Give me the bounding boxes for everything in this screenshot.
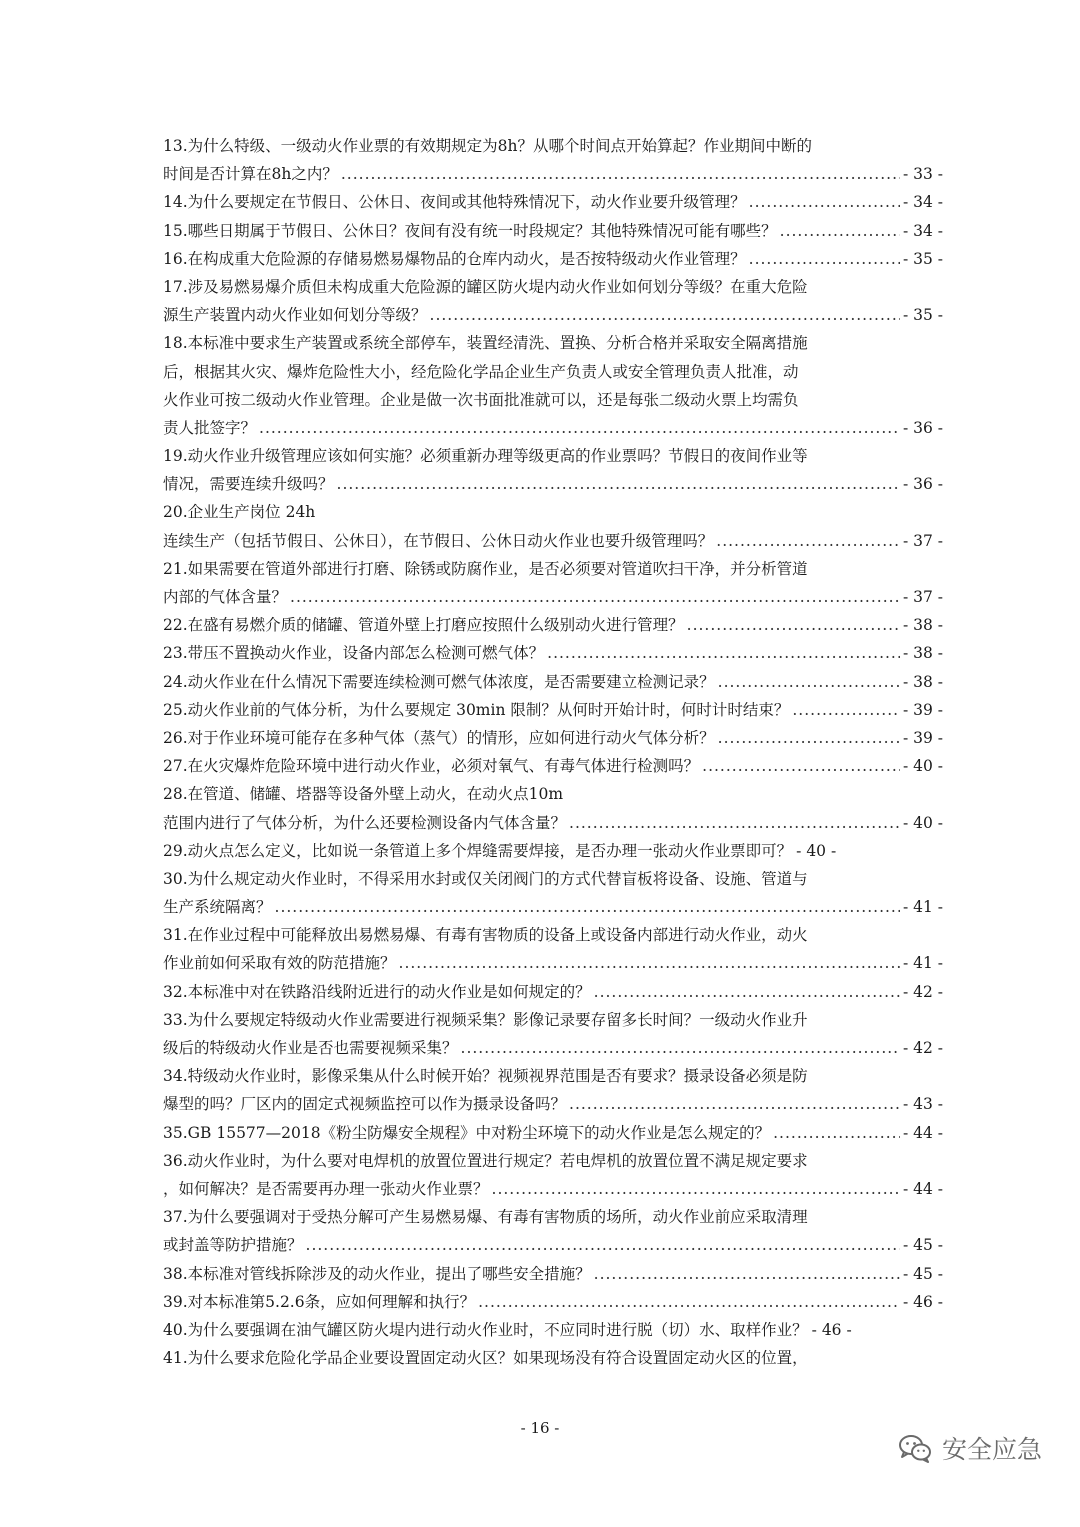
toc-line	[163, 696, 943, 724]
toc-entry	[163, 978, 943, 1006]
dot-leader	[716, 527, 900, 555]
toc-entry	[163, 273, 943, 329]
toc-entry	[163, 1260, 943, 1288]
dot-leader	[478, 1288, 900, 1316]
toc-line-text: 情况，需要连续升级吗？	[163, 475, 334, 494]
toc-page-number: - 37 -	[902, 531, 943, 550]
toc-page-number: - 35 -	[902, 249, 943, 268]
toc-page-number: - 38 -	[902, 672, 943, 691]
toc-line	[163, 1006, 943, 1034]
toc-entry	[163, 498, 943, 554]
toc-line-text: 23.带压不置换动火作业，设备内部怎么检测可燃气体？	[163, 644, 545, 663]
dot-leader	[569, 1090, 900, 1118]
toc-line-text: 17.涉及易燃易爆介质但未构成重大危险源的罐区防火堤内动火作业如何划分等级？在重大危险	[163, 277, 808, 296]
toc-line-text: 或封盖等防护措施？	[163, 1236, 303, 1255]
toc-page-number: - 38 -	[902, 616, 943, 635]
toc-line-text: 18.本标准中要求生产装置或系统全部停车，装置经清洗、置换、分析合格并采取安全隔离措施	[163, 334, 808, 353]
toc-line	[163, 921, 943, 949]
toc-page-number: - 41 -	[902, 898, 943, 917]
toc-line	[163, 498, 943, 526]
dot-leader	[492, 1175, 900, 1203]
toc-line	[163, 1119, 943, 1147]
toc-line-text: 责人批签字？	[163, 418, 257, 437]
toc-line	[163, 724, 943, 752]
toc-line-text: 26.对于作业环境可能存在多种气体（蒸气）的情形，应如何进行动火气体分析？	[163, 728, 715, 747]
toc-page-number: - 36 -	[902, 418, 943, 437]
dot-leader	[337, 470, 900, 498]
toc-line-text: 35.GB 15577—2018《粉尘防爆安全规程》中对粉尘环境下的动火作业是怎么规定的？	[163, 1123, 771, 1142]
dot-leader	[702, 752, 900, 780]
toc-line	[163, 611, 943, 639]
toc-line	[163, 1288, 943, 1316]
toc-entry	[163, 188, 943, 216]
toc-entry	[163, 1288, 943, 1316]
toc-entry	[163, 329, 943, 442]
toc-line	[163, 301, 943, 329]
toc-line	[163, 893, 943, 921]
watermark-text: 安全应急	[942, 1435, 1043, 1464]
toc-entry	[163, 752, 943, 780]
toc-page-number: - 45 -	[902, 1264, 943, 1283]
toc-entry	[163, 132, 943, 188]
toc-entry	[163, 217, 943, 245]
toc-line-text: 后，根据其火灾、爆炸危险性大小，经危险化学品企业生产负责人或安全管理负责人批准，动	[163, 362, 799, 381]
toc-line	[163, 555, 943, 583]
toc-entry	[163, 245, 943, 273]
toc-line	[163, 414, 943, 442]
toc-line-text: 40.为什么要强调在油气罐区防火堤内进行动火作业时，不应同时进行脱（切）水、取样作业？	[163, 1320, 808, 1339]
dot-leader	[718, 668, 900, 696]
toc-line	[163, 329, 943, 357]
toc-entry	[163, 1344, 943, 1372]
toc-entry	[163, 1203, 943, 1259]
toc-line	[163, 245, 943, 273]
toc-entry	[163, 724, 943, 752]
toc-entry	[163, 1006, 943, 1062]
toc-line	[163, 809, 943, 837]
toc-line-text: 31.在作业过程中可能释放出易燃易爆、有毒有害物质的设备上或设备内部进行动火作业，动火	[163, 926, 808, 945]
toc-page-number: - 45 -	[902, 1236, 943, 1255]
toc-entry	[163, 780, 943, 836]
dot-leader	[780, 217, 900, 245]
toc-line	[163, 1260, 943, 1288]
wechat-icon	[898, 1433, 932, 1463]
toc-line-text: 20.企业生产岗位 24h	[163, 503, 316, 522]
toc-page-number: - 41 -	[902, 954, 943, 973]
toc-entry	[163, 865, 943, 921]
toc-line-text: 级后的特级动火作业是否也需要视频采集？	[163, 1039, 458, 1057]
toc-line	[163, 358, 943, 386]
toc-line-text: 时间是否计算在8h之内？	[163, 165, 338, 184]
toc-line-text: 生产系统隔离？	[163, 898, 272, 917]
toc-page-number: - 43 -	[902, 1095, 943, 1114]
toc-line	[163, 949, 943, 977]
toc-line	[163, 132, 943, 160]
toc-entry	[163, 639, 943, 667]
dot-leader	[290, 583, 900, 611]
toc-page-number: - 33 -	[902, 165, 943, 184]
toc-line	[163, 1034, 943, 1062]
toc-page-number: - 37 -	[902, 588, 943, 606]
toc-line	[163, 527, 943, 555]
dot-leader	[569, 809, 900, 837]
toc-line	[163, 160, 943, 188]
toc-line	[163, 978, 943, 1006]
toc-line	[163, 1203, 943, 1231]
toc-line	[163, 273, 943, 301]
toc-entry	[163, 1316, 943, 1344]
toc-line-text: 15.哪些日期属于节假日、公休日？夜间有没有统一时段规定？其他特殊情况可能有哪些？	[163, 221, 777, 240]
toc-page-number: - 35 -	[902, 306, 943, 325]
toc-line	[163, 668, 943, 696]
dot-leader	[718, 724, 900, 752]
toc-line-text: 源生产装置内动火作业如何划分等级？	[163, 306, 427, 325]
toc-page-number: - 34 -	[902, 221, 943, 240]
toc-page-number: - 46 -	[811, 1320, 852, 1339]
dot-leader	[275, 893, 900, 921]
toc-line	[163, 1147, 943, 1175]
toc-entry	[163, 921, 943, 977]
toc-line-text: 爆型的吗？厂区内的固定式视频监控可以作为摄录设备吗？	[163, 1095, 567, 1114]
toc-line-text: 30.为什么规定动火作业时，不得采用水封或仅关闭阀门的方式代替盲板将设备、设施、管道与	[163, 869, 808, 888]
toc-line-text: 13.为什么特级、一级动火作业票的有效期规定为8h？从哪个时间点开始算起？作业期间中断的	[163, 137, 812, 155]
toc-line	[163, 1090, 943, 1118]
toc-line-text: 火作业可按二级动火作业管理。企业是做一次书面批准就可以，还是每张二级动火票上均需负	[163, 390, 799, 409]
toc-line	[163, 780, 943, 808]
toc-line-text: 38.本标准对管线拆除涉及的动火作业，提出了哪些安全措施？	[163, 1264, 591, 1283]
toc-entry	[163, 696, 943, 724]
toc-entry	[163, 611, 943, 639]
toc-page-number: - 42 -	[902, 982, 943, 1001]
toc-line-text: 22.在盛有易燃介质的储罐、管道外壁上打磨应按照什么级别动火进行管理？	[163, 616, 684, 635]
dot-leader	[547, 639, 900, 667]
dot-leader	[306, 1231, 900, 1259]
toc-page-number: - 42 -	[902, 1039, 943, 1057]
dot-leader	[687, 611, 900, 639]
dot-leader	[792, 696, 900, 724]
dot-leader	[749, 245, 900, 273]
toc-line-text: 14.为什么要规定在节假日、公休日、夜间或其他特殊情况下，动火作业要升级管理？	[163, 193, 746, 212]
toc-line-text: ，如何解决？是否需要再办理一张动火作业票？	[163, 1179, 489, 1198]
toc-line-text: 范围内进行了气体分析，为什么还要检测设备内气体含量？	[163, 813, 567, 832]
toc-line	[163, 217, 943, 245]
toc-line-text: 34.特级动火作业时，影像采集从什么时候开始？视频视界范围是否有要求？摄录设备必须是防	[163, 1067, 808, 1086]
toc-line-text: 41.为什么要求危险化学品企业要设置固定动火区？如果现场没有符合设置固定动火区的位置，	[163, 1349, 808, 1368]
dot-leader	[399, 949, 900, 977]
toc-line	[163, 1062, 943, 1090]
watermark	[898, 1428, 1042, 1468]
toc-line	[163, 1344, 943, 1372]
toc-line	[163, 188, 943, 216]
toc-line-text: 24.动火作业在什么情况下需要连续检测可燃气体浓度，是否需要建立检测记录？	[163, 672, 715, 691]
toc-line-text: 37.为什么要强调对于受热分解可产生易燃易爆、有毒有害物质的场所，动火作业前应采取清理	[163, 1208, 808, 1227]
toc-line	[163, 639, 943, 667]
toc-line-text: 21.如果需要在管道外部进行打磨、除锈或防腐作业，是否必须要对管道吹扫干净，并分析管道	[163, 559, 808, 578]
toc-page-number: - 40 -	[902, 813, 943, 832]
toc-line-text: 28.在管道、储罐、塔器等设备外壁上动火，在动火点10m	[163, 785, 564, 804]
toc-page-number: - 38 -	[902, 644, 943, 663]
dot-leader	[594, 1260, 900, 1288]
toc-line	[163, 386, 943, 414]
toc-entry	[163, 555, 943, 611]
toc-line-text: 27.在火灾爆炸危险环境中进行动火作业，必须对氧气、有毒气体进行检测吗？	[163, 757, 700, 776]
toc-page-number: - 36 -	[902, 475, 943, 494]
toc-line-text: 16.在构成重大危险源的存储易燃易爆物品的仓库内动火，是否按特级动火作业管理？	[163, 249, 746, 268]
toc-line-text: 33.为什么要规定特级动火作业需要进行视频采集？影像记录要存留多长时间？一级动火作业升	[163, 1010, 808, 1029]
toc-line	[163, 752, 943, 780]
toc-entry	[163, 1062, 943, 1118]
toc-entry	[163, 442, 943, 498]
dot-leader	[341, 160, 900, 188]
toc-page-number: - 46 -	[902, 1292, 943, 1311]
toc-page-number: - 39 -	[902, 728, 943, 747]
toc-page-number: - 39 -	[902, 700, 943, 719]
toc-page-number: - 44 -	[902, 1179, 943, 1198]
toc-line	[163, 1316, 943, 1344]
toc-line-text: 39.对本标准第5.2.6条，应如何理解和执行？	[163, 1292, 476, 1311]
dot-leader	[773, 1119, 900, 1147]
toc-line-text: 内部的气体含量？	[163, 588, 288, 606]
page-number: - 16 -	[520, 1419, 560, 1437]
dot-leader	[430, 301, 900, 329]
toc-line	[163, 1175, 943, 1203]
toc-line	[163, 583, 943, 611]
toc-page-number: - 40 -	[902, 757, 943, 776]
toc-line-text: 作业前如何采取有效的防范措施？	[163, 954, 396, 973]
toc-line-text: 19.动火作业升级管理应该如何实施？必须重新办理等级更高的作业票吗？节假日的夜间作业等	[163, 447, 808, 466]
toc-line-text: 32.本标准中对在铁路沿线附近进行的动火作业是如何规定的？	[163, 982, 591, 1001]
toc-line	[163, 865, 943, 893]
dot-leader	[461, 1034, 900, 1062]
toc-line	[163, 470, 943, 498]
dot-leader	[749, 188, 900, 216]
toc-line-text: 29.动火点怎么定义，比如说一条管道上多个焊缝需要焊接，是否办理一张动火作业票即可？	[163, 841, 793, 860]
dot-leader	[259, 414, 900, 442]
toc-line-text: 36.动火作业时，为什么要对电焊机的放置位置进行规定？若电焊机的放置位置不满足规定要求	[163, 1151, 808, 1170]
toc-entry	[163, 1119, 943, 1147]
dot-leader	[594, 978, 900, 1006]
toc-line-text: 25.动火作业前的气体分析，为什么要规定 30min 限制？从何时开始计时，何时计时结束？	[163, 700, 790, 719]
toc-page-number: - 44 -	[902, 1123, 943, 1142]
toc-line	[163, 1231, 943, 1259]
toc-entry	[163, 668, 943, 696]
toc-line-text: 连续生产（包括节假日、公休日），在节假日、公休日动火作业也要升级管理吗？	[163, 531, 714, 550]
toc-page-number: - 40 -	[796, 841, 837, 860]
table-of-contents	[163, 132, 943, 1372]
toc-line	[163, 442, 943, 470]
toc-entry	[163, 1147, 943, 1203]
toc-entry	[163, 837, 943, 865]
toc-line	[163, 837, 943, 865]
toc-page-number: - 34 -	[902, 193, 943, 212]
